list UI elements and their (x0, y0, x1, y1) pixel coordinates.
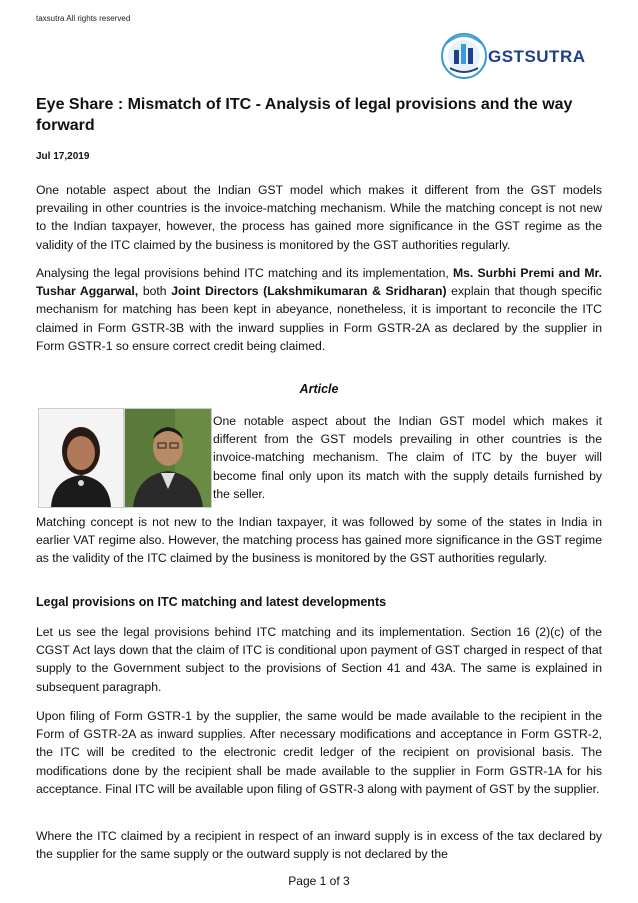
page-number: Page 1 of 3 (288, 874, 350, 888)
gstr-filing-paragraph: Upon filing of Form GSTR-1 by the supplier, the same would be made available to the recipient in the Form of GSTR-2A as inward supplies. After necessary modifications and acceptance in Form GSTR-2, the ITC will be credited to the electronic credit ledger of the recipient on provisional basis. The modifications done by the recipient shall be made available to the supplier in Form GSTR-1A for his acceptance. Final ITC will be available upon filing of GSTR-3 along with payment of GST by the supplier. (36, 709, 602, 796)
author-names: Ms. Surbhi Premi and Mr. Tushar Aggarwal, (36, 266, 602, 299)
author-photo-woman (38, 408, 124, 508)
authors-paragraph (36, 264, 602, 355)
article-label: Article (299, 382, 339, 396)
legal-provisions-paragraph: Let us see the legal provisions behind ITC matching and its implementation. Section 16 (2)(c) of the CGST Act lays down that the claim of ITC is conditional upon payment of GST charged in respect of that supply to the Government subject to the provisions of Section 41 and 43A. The same is explained in subsequent paragraph. (36, 625, 602, 694)
side-paragraph: One notable aspect about the Indian GST model which makes it different from the GST models prevailing in other countries is the invoice-matching mechanism. The claim of ITC by the buyer will become final only upon its match with the supply details furnished by the seller. (213, 414, 602, 501)
authors-paragraph-c: explain that though specific mechanism for matching has been kept in abeyance, nonetheless, it is important to reconcile the ITC claimed in Form GSTR-3B with the inward supplies in Form GSTR-2A as declared by the supplier in Form GSTR-1 so ensure correct credit being claimed. (36, 284, 602, 353)
section-heading: Legal provisions on ITC matching and latest developments (36, 595, 387, 609)
excess-claim-paragraph: Where the ITC claimed by a recipient in respect of an inward supply is in excess of the tax declared by the supplier for the same supply or the outward supply is not declared by the (36, 829, 602, 862)
matching-paragraph: Matching concept is not new to the Indian taxpayer, it was followed by some of the states in India in earlier VAT regime also. However, the matching process has gained more significance in the GST regime as the validity of the ITC claimed by the business is monitored by the GST authorities regularly. (36, 515, 602, 566)
article-date: Jul 17,2019 (36, 151, 90, 162)
article-title: Eye Share : Mismatch of ITC - Analysis of legal provisions and the way forward (36, 96, 573, 134)
copyright-text: taxsutra All rights reserved (36, 14, 131, 23)
intro-paragraph: One notable aspect about the Indian GST model which makes it different from the GST models prevailing in other countries is the invoice-matching mechanism. While the matching concept is not new to the Indian taxpayer, however, the process has gained more significance in the GST regime as the validity of the ITC claimed by the business is monitored by the GST authorities regularly. (36, 183, 602, 252)
authors-paragraph-a: Analysing the legal provisions behind ITC matching and its implementation, (36, 266, 449, 280)
author-photo-man (124, 408, 212, 508)
logo-text: GSTSUTRA (488, 47, 586, 66)
author-roles: Joint Directors (Lakshmikumaran & Sridharan) (171, 284, 447, 299)
authors-paragraph-b: both (142, 284, 167, 299)
